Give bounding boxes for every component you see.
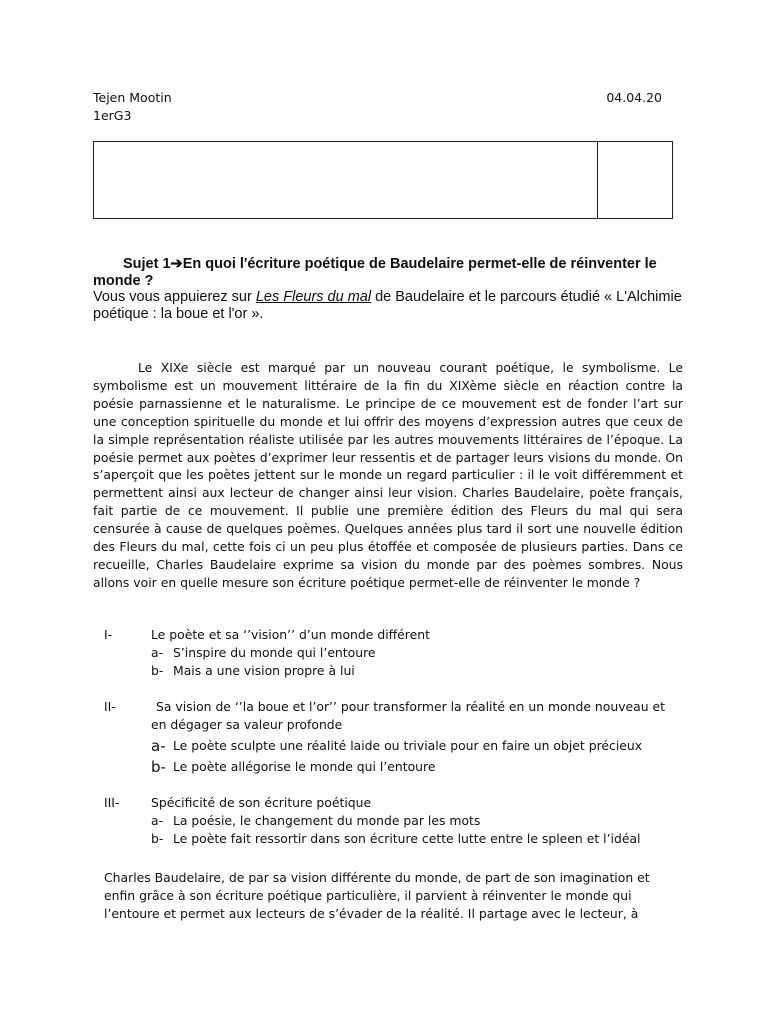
plan-part-number: III-	[104, 795, 120, 810]
plan-subpart-letter: a-	[151, 813, 164, 828]
class-label: 1erG3	[93, 108, 132, 123]
introduction-paragraph	[93, 359, 683, 592]
date-label: 04.04.20	[606, 90, 662, 105]
grade-box-divider	[597, 142, 598, 218]
plan-subpart	[151, 644, 684, 662]
plan-part-2	[104, 698, 684, 776]
plan-subpart-text: Le poète allégorise le monde qui l’entoure	[173, 759, 436, 774]
subject-question: En quoi l'écriture poétique de Baudelaire permet-elle de réinventer le monde ?	[93, 256, 657, 289]
subject-instruction	[93, 289, 693, 323]
grade-box	[93, 141, 673, 219]
plan-subpart-letter: b-	[151, 758, 166, 776]
conclusion-paragraph: Charles Baudelaire, de par sa vision différente du monde, de part de son imagination et enfin grâce à son écriture poétique particulière, il parvient à réinventer le monde qui l’entoure et permet aux lecteurs de s’évader de la réalité. Il partage avec le lecteur, à	[104, 870, 650, 922]
plan-subpart-text: Mais a une vision propre à lui	[173, 663, 355, 678]
plan-subpart	[151, 830, 684, 848]
work-title: Les Fleurs du mal	[255, 289, 372, 305]
arrow-icon: ➔	[170, 256, 183, 272]
plan-subpart	[151, 758, 684, 776]
student-name: Tejen Mootin	[93, 90, 172, 105]
introduction-text: Le XIXe siècle est marqué par un nouveau courant poétique, le symbolisme. Le symbolisme est un mouvement littéraire de la fin du XIXème siècle en réaction contre la poésie parnassienne et le naturalisme. Le principe de ce mouvement est de fonder l’art sur une conception spirituelle du monde et lui offrir des moyens d’expression autres que ceux de la simple représentation réaliste utilisée par les autres mouvements littéraires de l’époque. La poésie permet aux poètes d’exprimer leur ressentis et de partager leurs visions du monde. On s’aperçoit que les poètes jettent sur le monde un regard particulier : il le voit différemment et permettent ainsi aux lecteur de changer ainsi leur vision. Charles Baudelaire, poète français, fait partie de ce mouvement. Il publie une première édition des Fleurs du mal qui sera censurée à cause de quelques poèmes. Quelques années plus tard il sort une nouvelle édition des Fleurs du mal, cette fois ci un peu plus étoffée et composée de plusieurs parties. Dans ce recueille, Charles Baudelaire exprime sa vision du monde par des poèmes sombres. Nous allons voir en quelle mesure son écriture poétique permet-elle de réinventer le monde ?	[93, 360, 683, 590]
plan-subpart-letter: a-	[151, 645, 164, 660]
plan-subpart-text: La poésie, le changement du monde par les mots	[173, 813, 481, 828]
subject-block	[93, 256, 693, 323]
plan-part-title: Spécificité de son écriture poétique	[151, 795, 372, 810]
plan-subpart-text: S’inspire du monde qui l’entoure	[173, 645, 376, 660]
plan-part-1	[104, 626, 684, 680]
plan-subpart-letter: a-	[151, 737, 166, 755]
instruction-text-before: Vous vous appuierez sur	[93, 289, 256, 305]
subject-label: Sujet 1	[123, 256, 171, 272]
instruction-text-after: de Baudelaire et le parcours étudié « L'Alchimie poétique : la boue et l'or ».	[93, 289, 682, 322]
plan-part-3	[104, 794, 684, 848]
plan-subpart-text: Le poète fait ressortir dans son écriture cette lutte entre le spleen et l’idéal	[173, 831, 641, 846]
plan-subpart	[151, 737, 684, 755]
plan-part-number: I-	[104, 627, 113, 642]
plan-subpart	[151, 662, 684, 680]
plan-part-number: II-	[104, 699, 116, 714]
plan-subpart-letter: b-	[151, 663, 164, 678]
plan-subpart-text: Le poète sculpte une réalité laide ou triviale pour en faire un objet précieux	[173, 738, 643, 753]
plan-subpart-letter: b-	[151, 831, 164, 846]
plan-part-title: Le poète et sa ‘’vision’’ d’un monde différent	[151, 627, 430, 642]
plan-part-title: Sa vision de ‘’la boue et l’or’’ pour transformer la réalité en un monde nouveau et en dégager sa valeur profonde	[151, 699, 666, 732]
plan-subpart	[151, 812, 684, 830]
subject-question-line	[93, 256, 693, 289]
